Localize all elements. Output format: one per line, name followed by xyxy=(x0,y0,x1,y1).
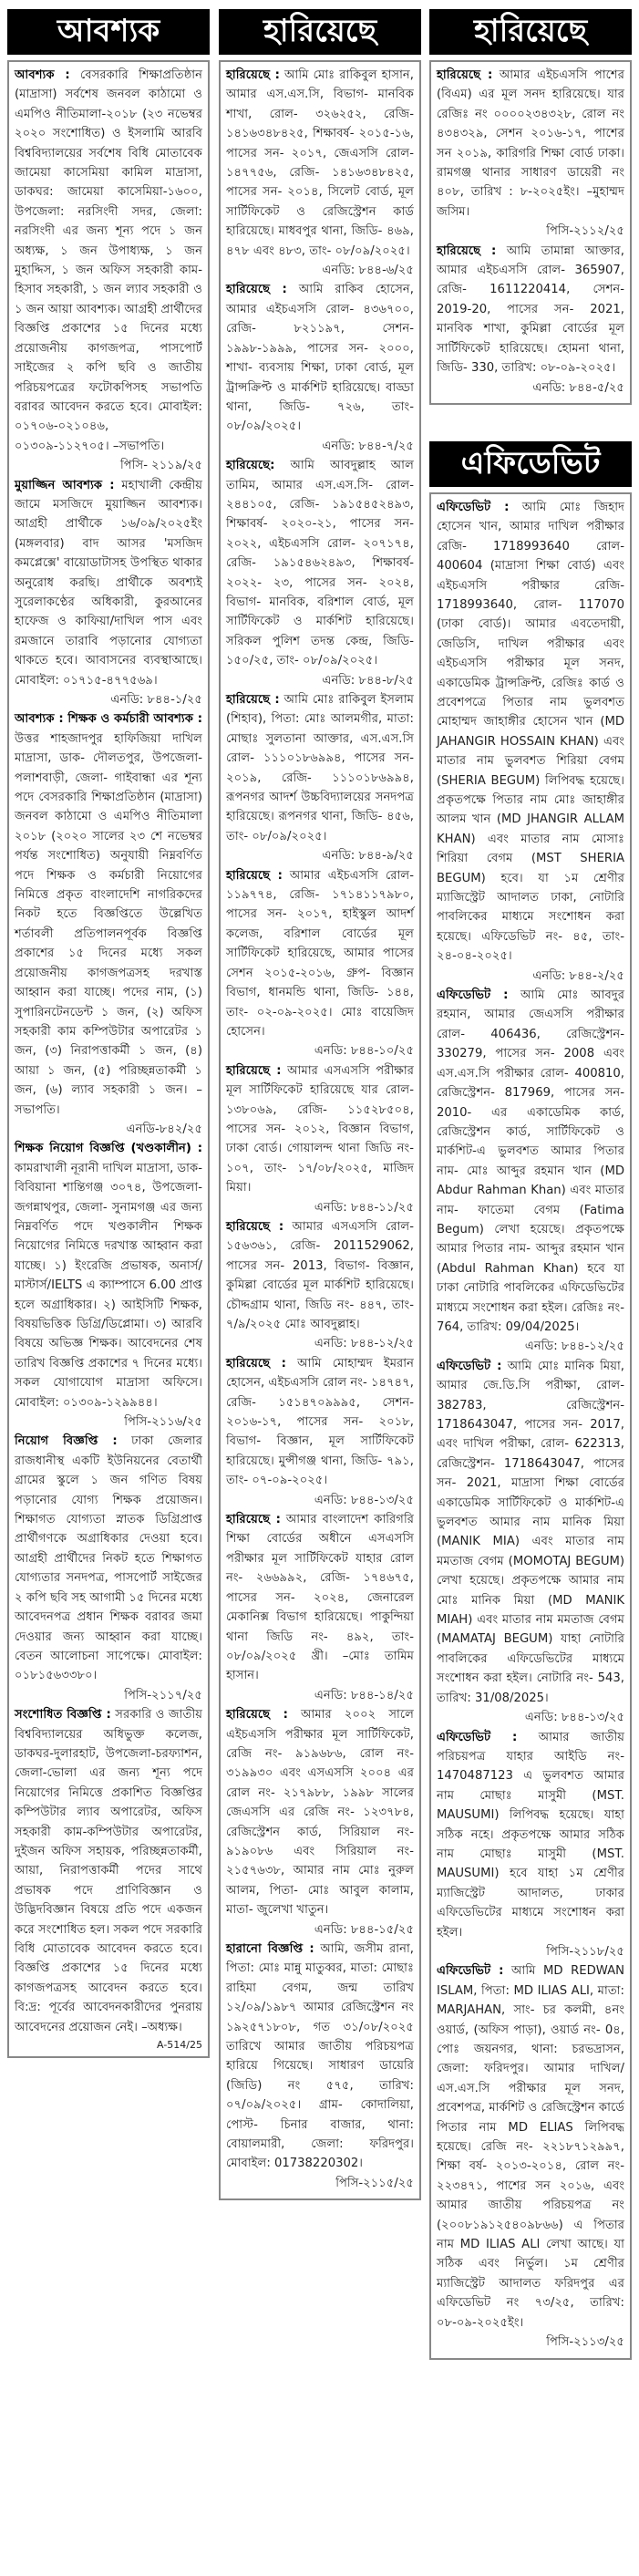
classified-ad xyxy=(226,1940,414,2174)
ad-reference-code: এনডি: ৮৪৪-১৩/২৫ xyxy=(524,1711,624,1725)
ad-heading: হারিয়েছে : xyxy=(226,68,280,82)
column-lost-affidavit xyxy=(429,9,632,2360)
ad-reference-code: এনডি: ৮৪৪-৮/২৫ xyxy=(322,673,414,688)
classified-ad xyxy=(226,456,414,670)
ad-heading: এফিডেভিট : xyxy=(437,1359,502,1373)
ad-body: আমার এসএসসি রোল- ১৫৬৩৬১, রেজি- 2011529062, পাসের সন- 2013, বিভাগ- বিজ্ঞান, কুমিল্লা বোর্ডের মূল মার্কশিট হারিয়েছে। চৌদ্দগ্রাম থানা, জিডি নং- ৪৪৭, তাং- ৭/৯/২০২৫ মোঃ আবদুল্লাহ। xyxy=(226,1219,414,1331)
column-lost xyxy=(219,9,421,2200)
ad-body: আমি, জসীম রানা, পিতা: মোঃ মান্নু মাতুব্বর, মাতা: মোছাঃ রাহিমা বেগম, জন্ম তারিখ ১২/০৯/১৯৮৭ আমার রেজিস্ট্রেশন নং ১৯২৫৭১৮০৮, গত ৩১/০৮/২০২৫ তারিখে আমার জাতীয় পরিচয়পত্র হারিয়ে গিয়েছে। সাধারণ ডায়েরি (জিডি) নং ৫৭৫, তারিখ: ০৭/০৯/২০২৫। গ্রাম- কোদালিয়া, পোস্ট- চিনার বাজার, থানা: বোয়ালমারী, জেলা: ফরিদপুর। মোবাইল: 01738220302। xyxy=(226,1942,414,2171)
classified-ad xyxy=(437,1728,624,1942)
ad-body: কামরাখালী নূরানী দাখিল মাদ্রাসা, ডাক- বিবিয়ানা শান্তিগঞ্জ ৩০৭৪, উপজেলা- জগন্নাথপুর, জেলা- সুনামগঞ্জ এর জন্য নিম্নবর্ণিত পদে খণ্ডকালীন শিক্ষক নিয়োগের নিমিত্তে দরখাস্ত আহ্বান করা যাচ্ছে। ১) ইংরেজি প্রভাষক, অনার্স/মাস্টার্স/IELTS এ ক্যাম্পাসে 6.00 প্রাপ্ত হলে অগ্রাধিকার। ২) আইসিটি শিক্ষক, বিষয়ভিত্তিক ডিগ্রি/ডিপ্লোমা। ৩) আরবি বিষয়ে অভিজ্ঞ শিক্ষক। আবেদনের শেষ তারিখ বিজ্ঞপ্তি প্রকাশের ৭ দিনের মধ্যে। সকল যোগাযোগ মাদ্রাসা অফিসে। মোবাইল: ০১৩০৯-১২৯৯৪৪। xyxy=(15,1161,202,1410)
ad-heading: এফিডেভিট : xyxy=(437,988,509,1003)
classified-ad xyxy=(226,1061,414,1198)
classified-ad xyxy=(15,709,202,1120)
ad-body: আমার বাংলাদেশ কারিগরি শিক্ষা বোর্ডের অধীনে এসএসসি পরীক্ষার মূল সার্টিফিকেট যাহার রোল নং- ২৬৬৯৯২, রেজি- ১৭৪৬৭৫, পাসের সন- ২০২৪, জেনারেল মেকানিক্স বিভাগ হারিয়েছে। পাকুন্দিয়া থানা জিডি নং- ৪৯২, তাং- ০৮/০৯/২০২৫ খ্রী। –মোঃ তামিম হাসান। xyxy=(226,1513,414,1683)
classified-ad xyxy=(226,1510,414,1686)
ad-body: উত্তর শাহজাদপুর হাফিজিয়া দাখিল মাদ্রাসা, ডাক- দৌলতপুর, উপজেলা- পলাশবাড়ী, জেলা- গাইবান্ধা এর শূন্য পদে বেসরকারি শিক্ষাপ্রতিষ্ঠান (মাদ্রাসা) জনবল কাঠামো ও এমপিও নীতিমালা ২০১৮ (২০২০ সালের ২৩ শে নভেম্বর পর্যন্ত সংশোধিত) অনুযায়ী নিম্নবর্ণিত পদে শিক্ষক ও কর্মচারী নিয়োগের নিমিত্তে প্রকৃত বাংলাদেশি নাগরিকদের নিকট হতে বিজ্ঞপ্তিতে উল্লেখিত শর্তাবলী প্রতিপালনপূর্বক বিজ্ঞপ্তি প্রকাশের ১৫ দিনের মধ্যে সকল প্রয়োজনীয় কাগজপত্রসহ দরখাস্ত আহ্বান করা যাচ্ছে। পদের নাম, (১) সুপারিনটেনডেন্ট ১ জন, (২) অফিস সহকারী কাম কম্পিউটার অপারেটর ১ জন, (৩) নিরাপত্তাকর্মী ১ জন, (৪) আয়া ১ জন, (৫) পরিচ্ছন্নতাকর্মী ১ জন, (৬) ল্যাব সহকারী ১ জন। –সভাপতি। xyxy=(15,731,202,1117)
ad-reference-code: পিসি-২১১২/২৫ xyxy=(546,224,624,239)
classified-ad xyxy=(437,1961,624,2333)
ad-reference-code: এনডি-৮৪২/২৫ xyxy=(126,1122,202,1136)
classified-ad xyxy=(15,476,202,690)
ad-body: আমি মোঃ মানিক মিয়া, আমার জে.ডি.সি পরীক্ষা, রোল- 382783, রেজিস্ট্রেশন- 1718643047, পাসের সন- 2017, এবং দাখিল পরীক্ষা, রোল- 622313, রেজিস্ট্রেশন- 1718643047, পাসের সন- 2021, মাদ্রাসা শিক্ষা বোর্ডের একাডেমিক সার্টিফিকেট ও মার্কশিট-এ ভুলবশত আমার নাম মানিক মিয়া (MANIK MIA) এবং মাতার নাম মমতাজ বেগম (MOMOTAJ BEGUM) লেখা হয়েছে। প্রকৃতপক্ষে আমার নাম মোঃ মানিক মিয়া (MD MANIK MIAH) এবং মাতার নাম মমতাজ বেগম (MAMATAJ BEGUM) যাহা নোটারি পাবলিকের এফিডেভিটের মাধ্যমে সংশোধন করা হইল। নোটারি নং- 543, তারিখ: 31/08/2025। xyxy=(437,1359,624,1705)
ad-heading: হারিয়েছে : xyxy=(226,1513,281,1527)
ad-heading: হারিয়েছে : xyxy=(226,1063,282,1078)
ad-body: আমি MD REDWAN ISLAM, পিতা: MD ILIAS ALI, মাতা: MARJAHAN, সাং- চর কলমী, ৪নং ওয়ার্ড, (অফিস পাড়া), ওয়ার্ড নং- 0৪, পোঃ জয়নগর, থানা: চরভদ্রাসন, জেলা: ফরিদপুর। আমার দাখিল/এস.এস.সি পরীক্ষার মূল সনদ, প্রবেশপত্র, মার্কশিট ও রেজিস্ট্রেশন কার্ডে পিতার নাম MD ELIAS লিপিবদ্ধ হয়েছে। রেজি নং- ২২১৮৭১২৯৯৭, শিক্ষা বর্ষ- ২০১৩-২০১৪, রোল নং- ২২৩৪৭১, পাশের সন ২০১৬, এবং আমার জাতীয় পরিচয়পত্র নং (২০০৮১৯১২৫৪০৯৮৬৬) এ পিতার নাম MD ILIAS ALI লেখা আছে। যা সঠিক এবং নির্ভুল। ১ম শ্রেণীর ম্যাজিস্ট্রেট আদালত ফরিদপুর এর এফিডেভিট নং ৭৩/২৫, তারিখ: ০৮-০৯-২০২৫ইং। xyxy=(437,1964,624,2330)
section-banner: আবশ্যক xyxy=(7,9,210,55)
section-banner: হারিয়েছে xyxy=(429,9,632,55)
ad-body: আমার এসএসসি পরীক্ষার মূল সার্টিফিকেট হারিয়েছে যার রোল- ১৩৮০৬৯, রেজি- ১১৫২৮৫০৪, পাসের সন- ২০১২, বিজ্ঞান বিভাগ, ঢাকা বোর্ড। গোয়ালন্দ থানা জিডি নং- ১০৭, তাং- ১৭/০৮/২০২৫, মাজিদ মিয়া। xyxy=(226,1063,414,1195)
classified-ad xyxy=(437,1357,624,1708)
ad-body: বেসরকারি শিক্ষাপ্রতিষ্ঠান (মাদ্রাসা) সর্বশেষ জনবল কাঠামো ও এমপিও নীতিমালা-২০১৮ (২৩ নভেম্বর ২০২০ সংশোধিত) ও ইসলামি আরবি বিশ্ববিদ্যালয়ের সর্বশেষ বিধি মোতাবেক জামেয়া কাসেমিয়া কামিল মাদ্রাসা, ডাকঘর: জামেয়া কাসেমিয়া-১৬০০, উপজেলা: নরসিংদী সদর, জেলা: নরসিংদী এর জন্য শূন্য পদে ১ জন অধ্যক্ষ, ১ জন উপাধ্যক্ষ, ১ জন মুহাদ্দিস, ১ জন অফিস সহকারী কাম-হিসাব সহকারী, ১ জন ল্যাব সহকারী ও ১ জন আয়া আবশ্যক। আগ্রহী প্রার্থীদের বিজ্ঞপ্তি প্রকাশের ১৫ দিনের মধ্যে প্রয়োজনীয় কাগজপত্র, পাসপোর্ট সাইজের ২ কপি ছবি ও জাতীয় পরিচয়পত্রের ফটোকপিসহ সভাপতি বরাবর আবেদন করতে হবে। মোবাইল: ০১৭০৬-০২১০৪৬, ০১৩০৯-১১২৭০৫। –সভাপতি। xyxy=(15,68,202,453)
ad-heading: হারিয়েছে: xyxy=(226,459,275,473)
ad-body: সরকারি ও জাতীয় বিশ্ববিদ্যালয়ের অধিভুক্ত কলেজ, ডাকঘর-দুলারহাট, উপজেলা-চরফ্যাশন, জেলা-ভোলা এর জন্য শূন্য পদে নিয়োগের নিমিত্তে প্রকাশিত বিজ্ঞপ্তির কম্পিউটার ল্যাব অপারেটর, অফিস সহকারী কাম-কম্পিউটার অপারেটর, দুইজন অফিস সহায়ক, পরিচ্ছন্নতাকর্মী, আয়া, নিরাপত্তাকর্মী পদের সাথে প্রভাষক পদে প্রাণিবিজ্ঞান ও উদ্ভিদবিজ্ঞান বিষয়ে প্রতি পদে একজন করে সংশোধিত হল। সকল পদে সরকারি বিধি মোতাবেক আবেদন করতে হবে। বিজ্ঞপ্তি প্রকাশের ১৫ দিনের মধ্যে কাগজপত্রসহ আবেদন করতে হবে। বি:দ্র: পূর্বের আবেদনকারীদের পুনরায় আবেদনের প্রয়োজন নেই। –অধ্যক্ষ। xyxy=(15,1708,202,2034)
ad-body: আমি মোঃ জিহাদ হোসেন খান, আমার দাখিল পরীক্ষার রেজি- 1718993640 রোল- 400604 (মাদ্রাসা শিক্ষা বোর্ড) এবং এইচএসসি পরীক্ষার রেজি- 1718993640, রোল- 117070 (ঢাকা বোর্ড)। আমার এবতেদায়ী, জেডিসি, দাখিল পরীক্ষার এবং এইচএসসি পরীক্ষার মূল সনদ, একাডেমিক ট্রান্সক্রিপ্ট, রেজিঃ কার্ড ও প্রবেশপত্রে পিতার নাম ভুলবশত মোহাম্মদ জাহাঙ্গীর হোসেন খান (MD JAHANGIR HOSSAIN KHAN) এবং মাতার নাম ভুলবশত শিরিয়া বেগম (SHERIA BEGUM) লিপিবদ্ধ হয়েছে। প্রকৃতপক্ষে পিতার নাম মোঃ জাহাঙ্গীর আলম খান (MD JHANGIR ALLAM KHAN) এবং মাতার নাম মোসাঃ শিরিয়া বেগম (MST SHERIA BEGUM) হবে। যা ১ম শ্রেণীর ম্যাজিস্ট্রেট আদালত ঢাকা, নোটারি পাবলিকের মাধ্যমে সংশোধন করা হয়েছে। এফিডেভিট নং- ৪৫, তাং- ২৪-০৪-২০২৫। xyxy=(437,500,624,964)
classified-ad xyxy=(226,1705,414,1919)
ad-heading: এফিডেভিট : xyxy=(437,1730,518,1744)
listing-box xyxy=(219,60,421,2200)
ad-body: আমি মোহাম্মদ ইমরান হোসেন, এইচএসসি রোল নং- ১৪৭৪৭, রেজি- ১৫১৪৭০৯৯৯৫, সেশন- ২০১৬-১৭, পাসের সন- ২০১৮, বিভাগ- বিজ্ঞান, মূল সার্টিফিকেট হারিয়েছে। মুন্সীগঞ্জ থানা, জিডি- ৭৯১, তাং- ০৭-০৯-২০২৫। xyxy=(226,1356,414,1488)
ad-heading: হারিয়েছে : xyxy=(226,1219,284,1234)
ad-reference-code: এনডি: ৮৪৪-১৩/২৫ xyxy=(314,1493,414,1507)
ad-heading: হারিয়েছে : xyxy=(226,868,283,883)
ad-reference-code: পিসি-২১১৫/২৫ xyxy=(335,2176,414,2190)
ad-reference-code: পিসি- ২১১৯/২৫ xyxy=(120,459,202,473)
classified-ad xyxy=(226,866,414,1042)
ad-reference-code: এনডি: ৮৪৪-৫/২৫ xyxy=(532,380,624,395)
classified-ad xyxy=(226,1354,414,1491)
ad-reference-code: এনডি: ৮৪৪-১২/২৫ xyxy=(524,1340,624,1354)
classified-ad xyxy=(437,242,624,378)
classified-ad xyxy=(437,986,624,1337)
ad-heading: হারিয়েছে : xyxy=(226,283,287,297)
ad-reference-code: পিসি-২১১৬/২৫ xyxy=(124,1415,202,1430)
ad-heading: হারিয়েছে : xyxy=(437,68,493,82)
ad-heading: সংশোধিত বিজ্ঞপ্তি : xyxy=(15,1708,111,1723)
ad-reference-code: পিসি-২১১৭/২৫ xyxy=(124,1688,202,1702)
listing-box xyxy=(7,60,210,2058)
classified-ad xyxy=(15,1139,202,1412)
ad-heading: আবশ্যক : xyxy=(15,68,70,82)
footer-code: A-514/25 xyxy=(157,2039,202,2052)
ad-body: আমি রাকিব হোসেন, আমার এইচএসসি রোল- ৪৩৬৭০০, রেজি- ৮২১১৯৭, সেশন- ১৯৯৮-১৯৯৯, পাসের সন- ২০০০, শাখা- ব্যবসায় শিক্ষা, ঢাকা বোর্ড, মূল ট্রান্সক্রিপ্ট ও মার্কশিট হারিয়েছে। বাড্ডা থানা, জিডি- ৭২৬, তাং- ০৮/০৯/২০২৫। xyxy=(226,283,414,434)
ad-body: আমি তামান্না আক্তার, আমার এইচএসসি রোল- 365907, রেজি- 1611220414, সেশন- 2019-20, পাসের সন- 2021, মানবিক শাখা, কুমিল্লা বোর্ডের মূল সার্টিফিকেট হারিয়েছে। হোমনা থানা, জিডি- 330, তারিখ: ০৮-০৯-২০২৫। xyxy=(437,243,624,376)
classified-ad xyxy=(437,66,624,222)
section-gap xyxy=(429,405,632,441)
classified-ad xyxy=(15,66,202,456)
classified-ad xyxy=(15,1705,202,2037)
classified-ad xyxy=(226,1217,414,1334)
listing-box xyxy=(429,60,632,405)
ad-reference-code: এনডি: ৮৪৪-১/২৫ xyxy=(110,693,202,707)
ad-heading: এফিডেভিট : xyxy=(437,1964,504,1979)
ad-body: ঢাকা জেলার রাজধানীস্থ একটি ইউনিয়নের বেতার্থী গ্রামের স্কুলে ১ জন গণিত বিষয় পড়ানোর যোগ্য শিক্ষক প্রয়োজন। শিক্ষাগত যোগ্যতা স্নাতক ডিগ্রিপ্রাপ্ত প্রার্থীগণকে অগ্রাধিকার দেওয়া হবে। আগ্রহী প্রার্থীদের নিকট হতে শিক্ষাগত যোগ্যতার সনদপত্র, পাসপোর্ট সাইজের ২ কপি ছবি সহ আগামী ১৫ দিনের মধ্যে আবেদনপত্র প্রধান শিক্ষক বরাবর জমা দেওয়ার জন্য আহ্বান করা যাচ্ছে। বেতন আলোচনা সাপেক্ষে। মোবাইল: ০১৮১৫৬৩৩৮০। xyxy=(15,1434,202,1683)
ad-heading: হারানো বিজ্ঞপ্তি : xyxy=(226,1942,314,1956)
ad-body: আমি মোঃ আবদুর রহমান, আমার জেএসসি পরীক্ষার রোল- 406436, রেজিস্ট্রেশন- 330279, পাসের সন- 2008 এবং এস.এস.সি পরীক্ষার রোল- 400810, রেজিস্ট্রেশন- 817969, পাসের সন- 2010- এর একাডেমিক কার্ড, রেজিস্ট্রেশন কার্ড, সার্টিফিকেট ও মার্কশিট-এ ভুলবশত আমার পিতার নাম- মোঃ আব্দুর রহমান খান (MD Abdur Rahman Khan) এবং মাতার নাম- ফাতেমা বেগম (Fatima Begum) লেখা হয়েছে। প্রকৃতপক্ষে আমার পিতার নাম- আব্দুর রহমান খান (Abdul Rahman Khan) হবে যা ঢাকা নোটারি পাবলিকের এফিডেভিটের মাধ্যমে সংশোধন করা হইল। রেজিঃ নং- 764, তারিখ: 09/04/2025। xyxy=(437,988,624,1334)
ad-heading: এফিডেভিট : xyxy=(437,500,510,514)
ad-reference-code: এনডি: ৮৪৪-৭/২৫ xyxy=(322,439,414,453)
ad-reference-code: এনডি: ৮৪৪-১০/২৫ xyxy=(314,1044,414,1059)
ad-reference-code: এনডি: ৮৪৪-১৫/২৫ xyxy=(314,1922,414,1937)
ad-body: আমি মোঃ রাকিবুল ইসলাম (শিহাব), পিতা: মোঃ আলমগীর, মাতা: মোছাঃ সুলতানা আক্তার, এস.এস.সি রোল- ১১১০১৮৬৯৯৪, পাসের সন- ২০১৯, রেজি- ১১১০১৮৬৯৯৪, রূপনগর আদর্শ উচ্চবিদ্যালয়ের সনদপত্র হারিয়েছে। রূপনগর থানা, জিডি- ৪৫৬, তাং- ০৮/০৯/২০২৫। xyxy=(226,693,414,843)
ad-body: আমার এইচএসসি পাশের (বিএম) এর মূল সনদ হারিয়েছে। যার রেজিঃ নং ০০০০২৩৪৩২৮, রোল নং ৪৩৪৩২৯, সেশন ২০১৬-১৭, পাশের সন ২০১৯, কারিগরি শিক্ষা বোর্ড ঢাকা। রামগঞ্জ থানার সাধারণ ডায়েরী নং ৪০৮, তারিখ : ৮-২০২৫ইং। –মুহাম্মদ জসিম। xyxy=(437,68,624,219)
ad-body: আমার এইচএসসি রোল- ১১৯৭৭৪, রেজি- ১৭১৪১১৭৯৮০, পাসের সন- ২০১৭, হাইস্কুল আদর্শ কলেজ, বরিশাল বোর্ডের মূল সার্টিফিকেট হারিয়েছে, আমার পাসের সেশন ২০১৫-২০১৬, গ্রুপ- বিজ্ঞান বিভাগ, ধানমন্ডি থানা, জিডি- ১৪৪, তাং- ০২-০৯-২০২৫। মোঃ বায়েজিদ হোসেন। xyxy=(226,868,414,1039)
ad-body: আমি মোঃ রাকিবুল হাসান, আমার এস.এস.সি, বিভাগ- মানবিক শাখা, রোল- ৩২৬২৫২, রেজি- ১৪১৬৩৪৮৪২৫, শিক্ষাবর্ষ- ২০১৫-১৬, পাসের সন- ২০১৭, জেএসসি রোল- ১৪৭৭৫৬, রেজি- ১৪১৬৩৪৮৪২৫, পাসের সন- ২০১৪, সিলেট বোর্ড, মূল সার্টিফিকেট ও রেজিস্ট্রেশন কার্ড হারিয়েছে। মাধবপুর থানা, জিডি- ৪৬৯, ৪৭৮ এবং ৪৮৩, তাং- ০৮/০৯/২০২৫। xyxy=(226,68,414,258)
ad-reference-code: এনডি: ৮৪৪-২/২৫ xyxy=(532,968,624,983)
classified-ad xyxy=(15,1432,202,1685)
column-wanted xyxy=(7,9,210,2058)
ad-heading: হারিয়েছে : xyxy=(437,243,497,258)
ad-heading: হারিয়েছে : xyxy=(226,693,280,707)
listing-box xyxy=(429,492,632,2360)
ad-reference-code: এনডি: ৮৪৪-১৪/২৫ xyxy=(314,1688,414,1702)
ad-heading: মুয়াজ্জিন আবশ্যক : xyxy=(15,478,115,492)
ad-reference-code: এনডি: ৮৪৪-৯/২৫ xyxy=(322,849,414,864)
section-banner: হারিয়েছে xyxy=(219,9,421,55)
ad-heading: আবশ্যক : শিক্ষক ও কর্মচারী আবশ্যক : xyxy=(15,712,202,727)
ad-body: মহাখালী কেন্দ্রীয় জামে মসজিদে মুয়াজ্জিন আবশ্যক। আগ্রহী প্রার্থীকে ১৬/০৯/২০২৫ইং (মঙ্গলবার) বাদ আসর 'মসজিদ কমপ্লেক্সে' বায়োডাটাসহ উপস্থিত থাকার অনুরোধ করছি। প্রার্থীকে অবশ্যই সুরেলাকণ্ঠের অধিকারী, কুরআনের হাফেজ ও কাফিয়া/দাখিল পাস এবং রমজানে তারাবি পড়ানোর যোগ্যতা থাকতে হবে। আবাসনের ব্যবস্থাআছে। মোবাইল: ০১৭১৫-৪৭৭৫৬৯। xyxy=(15,478,203,688)
ad-body: আমার জাতীয় পরিচয়পত্র যাহার আইডি নং- 1470487123 এ ভুলবশত আমার নাম মোছাঃ মাসুমী (MST. MAUSUMI) লিপিবদ্ধ হয়েছে। যাহা সঠিক নহে। প্রকৃতপক্ষে আমার সঠিক নাম মোছাঃ মাসুমী (MST. MAUSUMI) হবে যাহা ১ম শ্রেণীর ম্যাজিস্ট্রেট আদালত, ঢাকার এফিডেভিটের মাধ্যমে সংশোধন করা হইল। xyxy=(437,1730,624,1940)
ad-reference-code: এনডি: ৮৪৪-১১/২৫ xyxy=(314,1200,414,1215)
ad-heading: হারিয়েছে : xyxy=(226,1356,286,1371)
ad-reference-code: পিসি-২১১৩/২৫ xyxy=(546,2335,624,2350)
classified-ad xyxy=(437,498,624,967)
ad-body: আমার ২০০২ সালে এইচএসসি পরীক্ষার মূল সার্টিফিকেট, রেজি নং- ৯১৯৬৮৬, রোল নং- ৩১৯৯৩০ এবং এসএসসি ২০০৪ এর রোল নং- ২১৭৯৮৮, ১৯৯৮ সালের জেএসসি এর রেজি নং- ১২৩৭৮৪, রেজিস্ট্রেশন কার্ড, সিরিয়াল নং- ৯১৯০৮৬ এবং সিরিয়াল নং- ২১৫৭৬৩৮, আমার নাম মোঃ নুরুল আলম, পিতা- মোঃ আবুল কালাম, মাতা- জুলেখা খাতুন। xyxy=(226,1708,414,1918)
ad-body: আমি আবদুল্লাহ আল তামিম, আমার এস.এস.সি- রোল- ২৪৪১০৫, রেজি- ১৯১৫৪৫২৪৯৩, শিক্ষাবর্ষ- ২০২০-২১, পাসের সন- ২০২২, এইচএসসি রোল- ২০৭১৭৪, রেজি- ১৯১৫৪৬২৪৯৩, শিক্ষাবর্ষ- ২০২২- ২৩, পাসের সন- ২০২৪, বিভাগ- মানবিক, বরিশাল বোর্ড, মূল সার্টিফিকেট ও মার্কশিট হারিয়েছে। সরিকল পুলিশ তদন্ত কেন্দ্র, জিডি- ১৫০/২৫, তাং- ০৮/০৯/২০২৫। xyxy=(226,459,414,668)
classified-ad xyxy=(226,690,414,846)
ad-reference-code: এনডি: ৮৪৪-১২/২৫ xyxy=(314,1337,414,1351)
ad-reference-code: এনডি: ৮৪৪-৬/২৫ xyxy=(322,264,414,278)
section-banner: এফিডেভিট xyxy=(429,441,632,487)
ad-heading: শিক্ষক নিয়োগ বিজ্ঞপ্তি (খণ্ডকালীন) : xyxy=(15,1142,202,1156)
classified-ad xyxy=(226,66,414,261)
ad-heading: নিয়োগ বিজ্ঞপ্তি : xyxy=(15,1434,118,1449)
ad-reference-code: পিসি-২১১৮/২৫ xyxy=(546,1944,624,1959)
ad-heading: হারিয়েছে : xyxy=(226,1708,288,1723)
classified-ad xyxy=(226,280,414,436)
